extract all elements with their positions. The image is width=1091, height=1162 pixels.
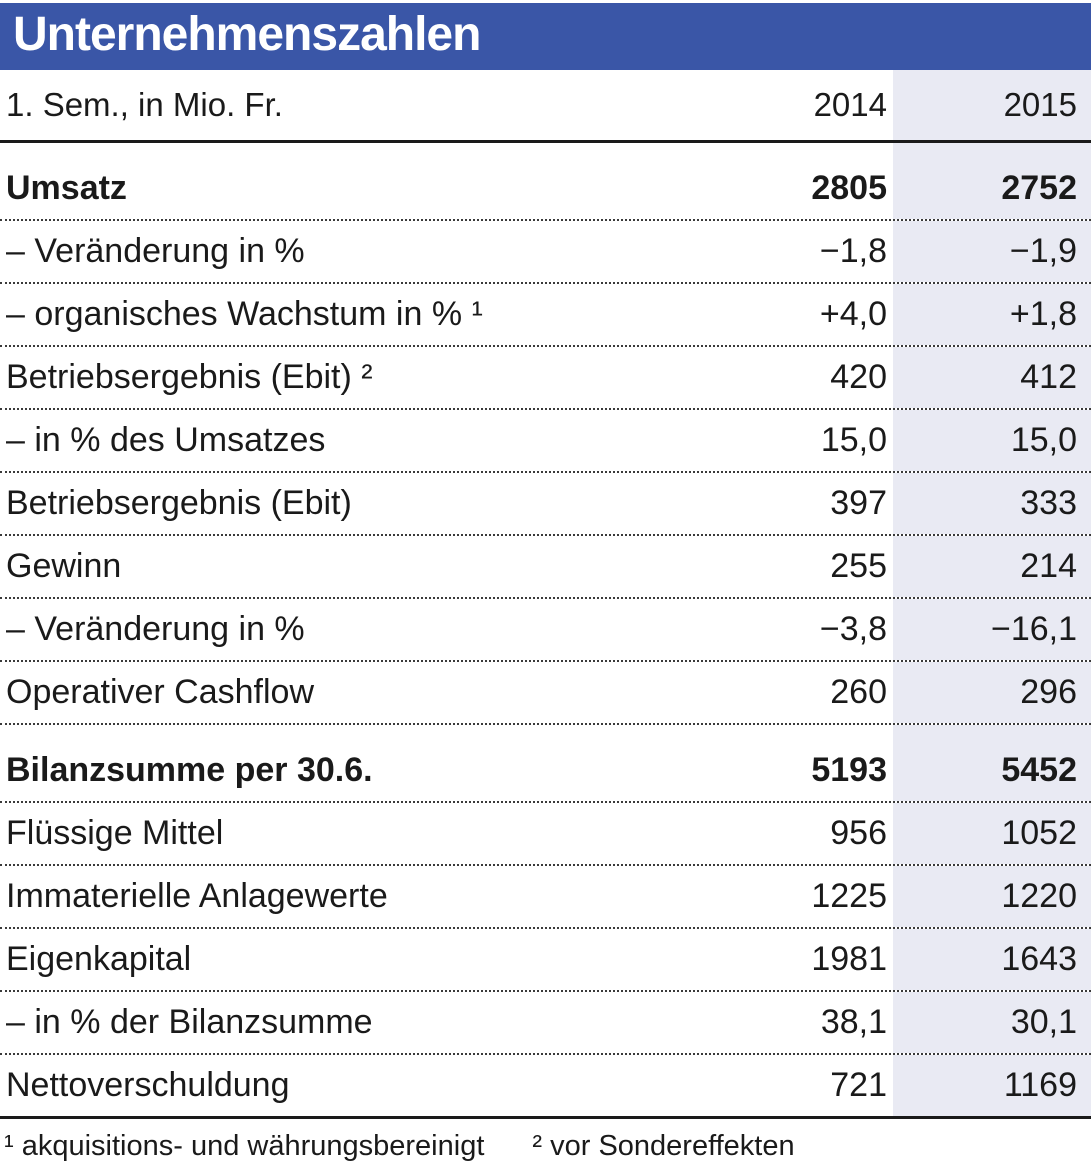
footnote-1: ¹ akquisitions- und währungsbereinigt	[4, 1129, 485, 1162]
row-value-2014: 255	[830, 547, 887, 585]
column-header-2014: 2014	[813, 86, 887, 123]
column-header-row	[0, 70, 1091, 143]
row-label: Betriebsergebnis (Ebit) ²	[6, 358, 373, 396]
data-table	[0, 143, 1091, 1119]
table-row-operativer-cashflow	[0, 662, 1091, 725]
table-row-fluessige-mittel	[0, 803, 1091, 866]
table-row-eigenkapitalquote	[0, 992, 1091, 1055]
row-value-2015: 296	[893, 662, 1091, 723]
row-label: Umsatz	[6, 169, 127, 207]
footnote-2: ² vor Sondereffekten	[532, 1129, 795, 1162]
row-value-2014: 956	[830, 814, 887, 852]
row-value-2015: 5452	[893, 725, 1091, 801]
table-row-bilanzsumme	[0, 725, 1091, 803]
table-row-ebit-marge	[0, 410, 1091, 473]
table-row-eigenkapital	[0, 929, 1091, 992]
row-value-2014: 1225	[811, 877, 887, 915]
row-value-2015: 1220	[893, 866, 1091, 927]
row-label: – Veränderung in %	[6, 610, 305, 648]
row-value-2015: 15,0	[893, 410, 1091, 471]
table-row-ebit-vor-sondereffekten	[0, 347, 1091, 410]
row-value-2014: 38,1	[820, 1003, 887, 1041]
row-label: – in % des Umsatzes	[6, 421, 326, 459]
row-value-2015: 2752	[893, 143, 1091, 219]
footnotes-row	[0, 1119, 1091, 1162]
row-value-2014: 260	[830, 673, 887, 711]
row-value-2014: 15,0	[820, 421, 887, 459]
title-bar	[0, 3, 1091, 70]
table-row-immaterielle-anlagewerte	[0, 866, 1091, 929]
row-label: – organisches Wachstum in % ¹	[6, 295, 483, 333]
row-label: Gewinn	[6, 547, 122, 585]
row-value-2014: 5193	[811, 751, 887, 789]
row-value-2014: 721	[830, 1066, 887, 1104]
row-value-2015: −16,1	[893, 599, 1091, 660]
row-value-2014: 397	[830, 484, 887, 522]
row-value-2014: −3,8	[819, 610, 887, 648]
row-value-2015: 412	[893, 347, 1091, 408]
unit-label: 1. Sem., in Mio. Fr.	[6, 86, 283, 123]
row-label: Operativer Cashflow	[6, 673, 315, 711]
row-value-2015: −1,9	[893, 221, 1091, 282]
row-label: Immaterielle Anlagewerte	[6, 877, 388, 915]
row-label: – in % der Bilanzsumme	[6, 1003, 373, 1041]
table-row-gewinn	[0, 536, 1091, 599]
row-label: – Veränderung in %	[6, 232, 305, 270]
row-value-2015: 214	[893, 536, 1091, 597]
row-value-2014: 2805	[811, 169, 887, 207]
row-label: Bilanzsumme per 30.6.	[6, 751, 373, 789]
row-value-2015: 1643	[893, 929, 1091, 990]
row-label: Nettoverschuldung	[6, 1066, 290, 1104]
column-header-2015: 2015	[893, 70, 1091, 140]
table-row-umsatz	[0, 143, 1091, 221]
page-title: Unternehmenszahlen	[13, 8, 481, 61]
row-label: Eigenkapital	[6, 940, 192, 978]
table-row-nettoverschuldung	[0, 1055, 1091, 1116]
row-value-2014: +4,0	[819, 295, 887, 333]
row-value-2014: −1,8	[819, 232, 887, 270]
table-row-ebit	[0, 473, 1091, 536]
row-label: Betriebsergebnis (Ebit)	[6, 484, 352, 522]
row-value-2015: 1169	[893, 1055, 1091, 1116]
row-label: Flüssige Mittel	[6, 814, 224, 852]
row-value-2014: 420	[830, 358, 887, 396]
row-value-2015: 333	[893, 473, 1091, 534]
row-value-2015: 1052	[893, 803, 1091, 864]
row-value-2014: 1981	[811, 940, 887, 978]
table-row-veraenderung-umsatz	[0, 221, 1091, 284]
row-value-2015: +1,8	[893, 284, 1091, 345]
table-row-veraenderung-gewinn	[0, 599, 1091, 662]
table-row-organisches-wachstum	[0, 284, 1091, 347]
row-value-2015: 30,1	[893, 992, 1091, 1053]
